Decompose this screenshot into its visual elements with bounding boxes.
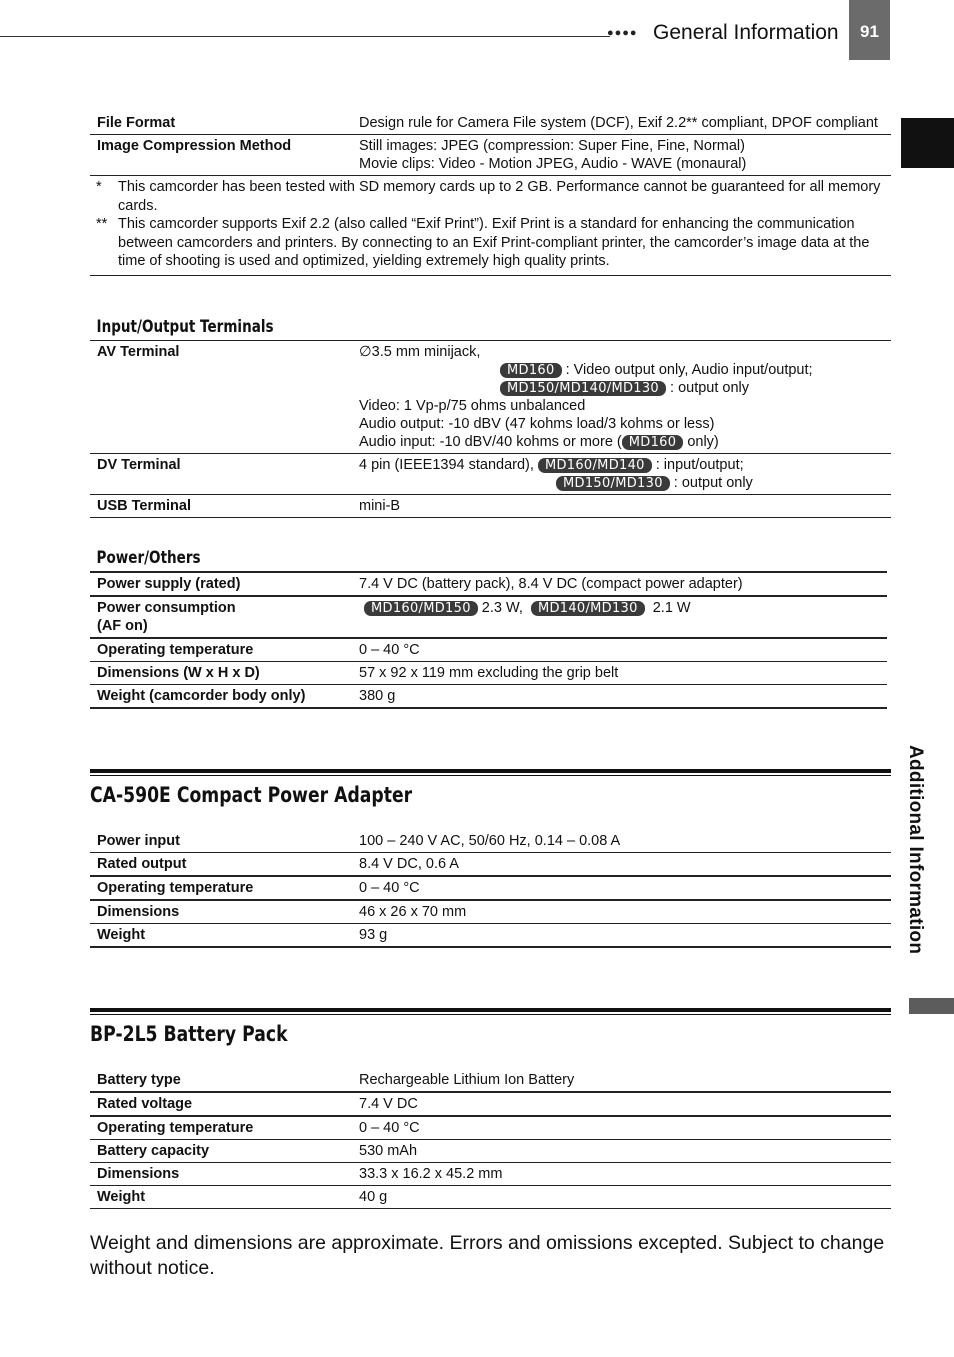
spec-key: Power supply (rated) (97, 576, 241, 592)
chapter-tab-bar (909, 998, 954, 1014)
adapter-block (90, 769, 891, 948)
spec-value: 0 – 40 °C (359, 1120, 420, 1136)
battery-table (90, 1069, 891, 1209)
spec-key: Battery capacity (97, 1143, 210, 1159)
spec-value-line: Still images: JPEG (compression: Super Fine, Fine, Normal) (359, 138, 745, 154)
header-rule (0, 36, 610, 37)
model-badge: MD150/MD140/MD130 (500, 381, 666, 396)
table-row (90, 853, 891, 877)
spec-key: USB Terminal (97, 498, 192, 514)
chapter-tab-marker (901, 118, 954, 168)
spec-key: Image Compression Method (97, 138, 292, 154)
spec-value: 0 – 40 °C (359, 880, 420, 896)
spec-key: DV Terminal (97, 457, 181, 473)
spec-value: 0 – 40 °C (359, 642, 420, 658)
model-badge: MD160 (500, 363, 562, 378)
spec-value-line: ∅3.5 mm minijack, (359, 344, 481, 360)
spec-value: 57 x 92 x 119 mm excluding the grip belt (359, 665, 619, 681)
spec-key: Dimensions (97, 904, 180, 920)
badge-text: : output only (673, 475, 753, 491)
section-title: General Information (653, 21, 839, 44)
spec-key: Rated voltage (97, 1096, 193, 1112)
badge-text: : output only (670, 380, 750, 396)
spec-key: Operating temperature (97, 1120, 254, 1136)
footnote-mark: ** (96, 216, 108, 232)
spec-value: 33.3 x 16.2 x 45.2 mm (359, 1166, 503, 1182)
spec-value: 8.4 V DC, 0.6 A (359, 856, 459, 872)
footnotes (90, 176, 891, 276)
spec-value-line (359, 456, 884, 474)
battery-heading: BP-2L5 Battery Pack (90, 1022, 288, 1046)
footnote (90, 215, 891, 271)
table-row (90, 573, 887, 596)
model-badge: MD160/MD150 (364, 601, 478, 616)
spec-value: 380 g (359, 688, 396, 704)
spec-value: 7.4 V DC (359, 1096, 418, 1112)
power-others-block (90, 545, 887, 709)
spec-key: Weight (97, 1189, 146, 1205)
spec-key: Operating temperature (97, 880, 254, 896)
table-row (90, 112, 891, 135)
spec-value-line (359, 433, 884, 451)
spec-value: 100 – 240 V AC, 50/60 Hz, 0.14 – 0.08 A (359, 833, 621, 849)
spec-value (352, 135, 891, 176)
table-row (90, 495, 891, 518)
spec-key: AV Terminal (97, 344, 180, 360)
spec-value: mini-B (359, 498, 401, 514)
badge-text: only) (687, 434, 719, 450)
spec-value-line: Movie clips: Video - Motion JPEG, Audio - WAVE (monaural) (359, 156, 747, 172)
badge-text: : Video output only, Audio input/output; (565, 362, 813, 378)
spec-key: Power input (97, 833, 180, 849)
table-row (90, 1140, 891, 1163)
table-row (90, 638, 887, 662)
table-row (90, 900, 891, 924)
power-others-heading: Power/Others (96, 548, 201, 567)
spec-value (352, 596, 887, 638)
io-terminals-block (90, 314, 891, 518)
table-row (90, 924, 891, 948)
spec-key: Operating temperature (97, 642, 254, 658)
table-row (90, 685, 887, 709)
spec-value-line (359, 361, 884, 379)
badge-text: 2.3 W, (481, 600, 523, 616)
table-row (90, 830, 891, 853)
file-spec-block (90, 112, 891, 276)
section-double-rule (90, 1008, 891, 1015)
spec-value: 40 g (359, 1189, 388, 1205)
spec-value: 530 mAh (359, 1143, 418, 1159)
table-row (90, 1186, 891, 1209)
table-row (90, 1116, 891, 1140)
footnote-mark: * (96, 179, 102, 195)
spec-value (352, 341, 891, 454)
footnote (90, 178, 891, 215)
spec-key: Battery type (97, 1072, 181, 1088)
chapter-side-label: Additional Information (905, 745, 926, 955)
model-badge: MD160 (622, 435, 684, 450)
table-row (90, 1163, 891, 1186)
table-row (90, 454, 891, 495)
section-double-rule (90, 769, 891, 776)
power-others-table (90, 573, 887, 709)
spec-value-line: Audio output: -10 dBV (47 kohms load/3 kohms or less) (359, 416, 715, 432)
badge-text: 2.1 W (652, 600, 691, 616)
spec-key: File Format (97, 115, 176, 131)
spec-value-line (359, 474, 884, 492)
spec-value: 46 x 26 x 70 mm (359, 904, 467, 920)
spec-key: Dimensions (97, 1166, 180, 1182)
badge-text: 4 pin (IEEE1394 standard), (359, 457, 534, 473)
file-spec-table (90, 112, 891, 176)
table-row (90, 341, 891, 454)
badge-text: Audio input: -10 dBV/40 kohms or more ( (359, 434, 622, 450)
model-badge: MD150/MD130 (556, 476, 670, 491)
io-terminals-table (90, 341, 891, 518)
table-row (90, 1069, 891, 1092)
model-badge: MD140/MD130 (531, 601, 645, 616)
footnote-text: This camcorder supports Exif 2.2 (also called “Exif Print”). Exif Print is a standard for enhancing the communication between camcorders and printers. By connecting to an Exif Print-compliant printer, the camcorder’s image data at the time of shooting is used and optimized, yielding extremely high quality prints. (118, 216, 870, 269)
spec-value: Design rule for Camera File system (DCF), Exif 2.2** compliant, DPOF compliant (359, 115, 878, 131)
table-row (90, 876, 891, 900)
page-number: 91 (849, 0, 890, 60)
table-row (90, 135, 891, 176)
disclaimer-text: Weight and dimensions are approximate. Errors and omissions excepted. Subject to change without notice. (90, 1232, 885, 1279)
spec-value-line (359, 379, 884, 397)
adapter-table (90, 830, 891, 948)
spec-value-line: Video: 1 Vp-p/75 ohms unbalanced (359, 398, 586, 414)
model-badge: MD160/MD140 (538, 458, 652, 473)
spec-key-line: (AF on) (97, 618, 148, 634)
spec-value: Rechargeable Lithium Ion Battery (359, 1072, 575, 1088)
table-row (90, 596, 887, 638)
spec-value (352, 454, 891, 495)
spec-key: Dimensions (W x H x D) (97, 665, 260, 681)
spec-key (90, 596, 352, 638)
spec-key: Weight (camcorder body only) (97, 688, 306, 704)
header-dots: ●●●● (607, 27, 638, 39)
table-row (90, 662, 887, 685)
footnote-text: This camcorder has been tested with SD memory cards up to 2 GB. Performance cannot be guaranteed for all memory cards. (118, 179, 881, 214)
table-row (90, 1092, 891, 1116)
adapter-heading: CA-590E Compact Power Adapter (90, 783, 413, 807)
spec-value: 7.4 V DC (battery pack), 8.4 V DC (compact power adapter) (359, 576, 743, 592)
spec-key: Weight (97, 927, 146, 943)
spec-key: Rated output (97, 856, 187, 872)
spec-key-line: Power consumption (97, 600, 236, 616)
badge-text: : input/output; (655, 457, 744, 473)
io-terminals-heading: Input/Output Terminals (96, 317, 274, 336)
battery-block (90, 1008, 891, 1209)
spec-value: 93 g (359, 927, 388, 943)
